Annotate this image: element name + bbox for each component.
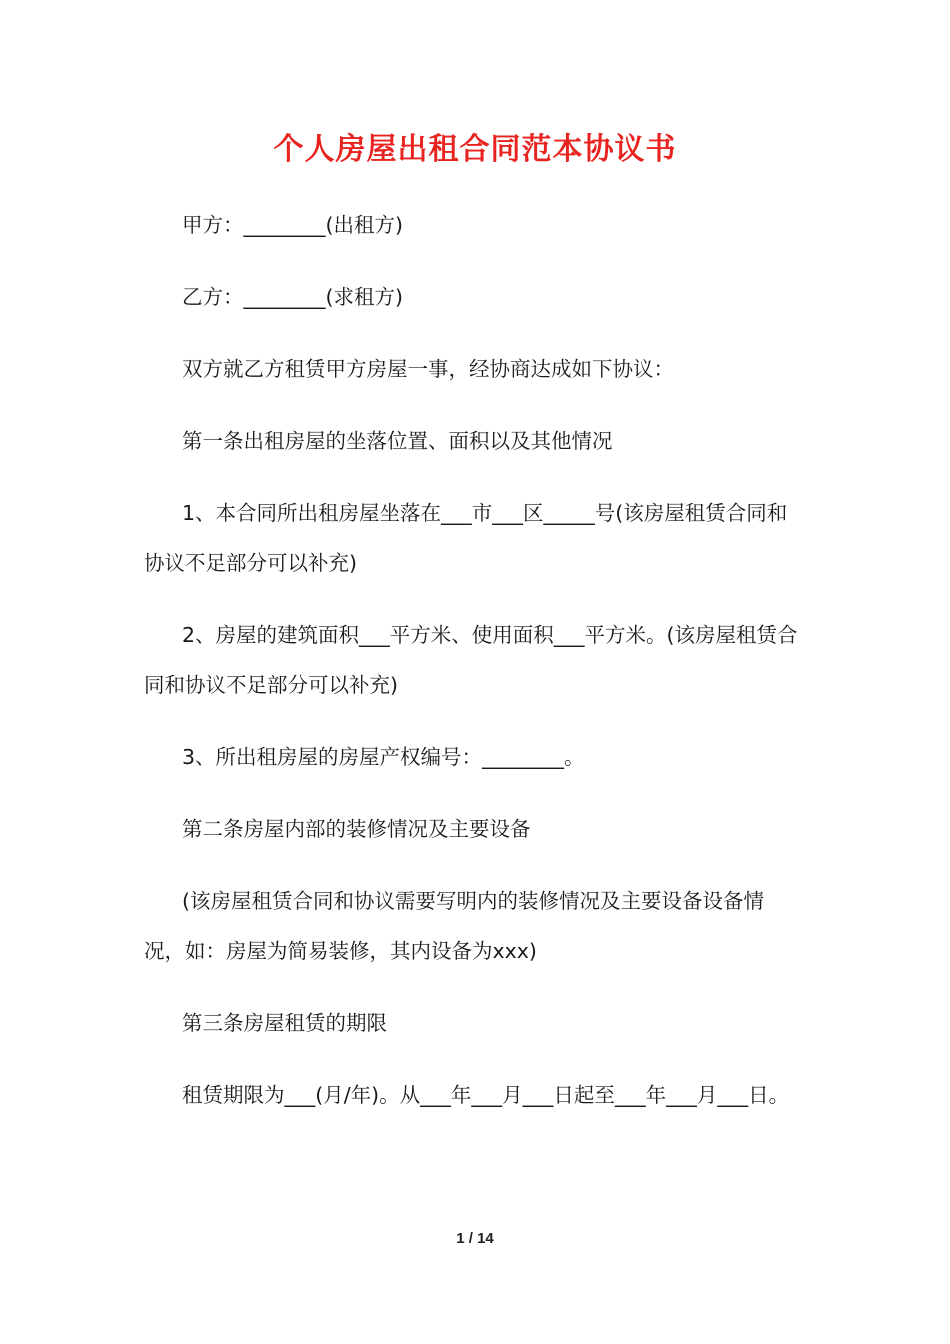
document-title: 个人房屋出租合同范本协议书	[273, 132, 677, 167]
page-number: 1 / 14	[456, 1230, 494, 1247]
paragraph-party-a: 甲方：________(出租方)	[182, 213, 403, 237]
paragraph-article-1-item-3: 3、所出租房屋的房屋产权编号：________。	[182, 745, 585, 769]
paragraph-article-3-heading: 第三条房屋租赁的期限	[182, 1011, 387, 1035]
paragraph-article-2-heading: 第二条房屋内部的装修情况及主要设备	[182, 817, 531, 841]
paragraph-article-1-item-1: 1、本合同所出租房屋坐落在___市___区_____号(该房屋租赁合同和协议不足部分可以补充)	[144, 501, 788, 575]
paragraph-article-1-item-2: 2、房屋的建筑面积___平方米、使用面积___平方米。(该房屋租赁合同和协议不足部分可以补充)	[144, 623, 798, 697]
paragraph-article-1-heading: 第一条出租房屋的坐落位置、面积以及其他情况	[182, 429, 613, 453]
document-body	[144, 200, 804, 1142]
paragraph-intro: 双方就乙方租赁甲方房屋一事，经协商达成如下协议：	[182, 357, 674, 381]
paragraph-party-b: 乙方：________(求租方)	[182, 285, 403, 309]
paragraph-article-3-term: 租赁期限为___(月/年)。从___年___月___日起至___年___月___日。	[182, 1083, 790, 1107]
paragraph-article-2-note: (该房屋租赁合同和协议需要写明内的装修情况及主要设备设备情况，如：房屋为简易装修，其内设备为xxx)	[144, 889, 764, 963]
